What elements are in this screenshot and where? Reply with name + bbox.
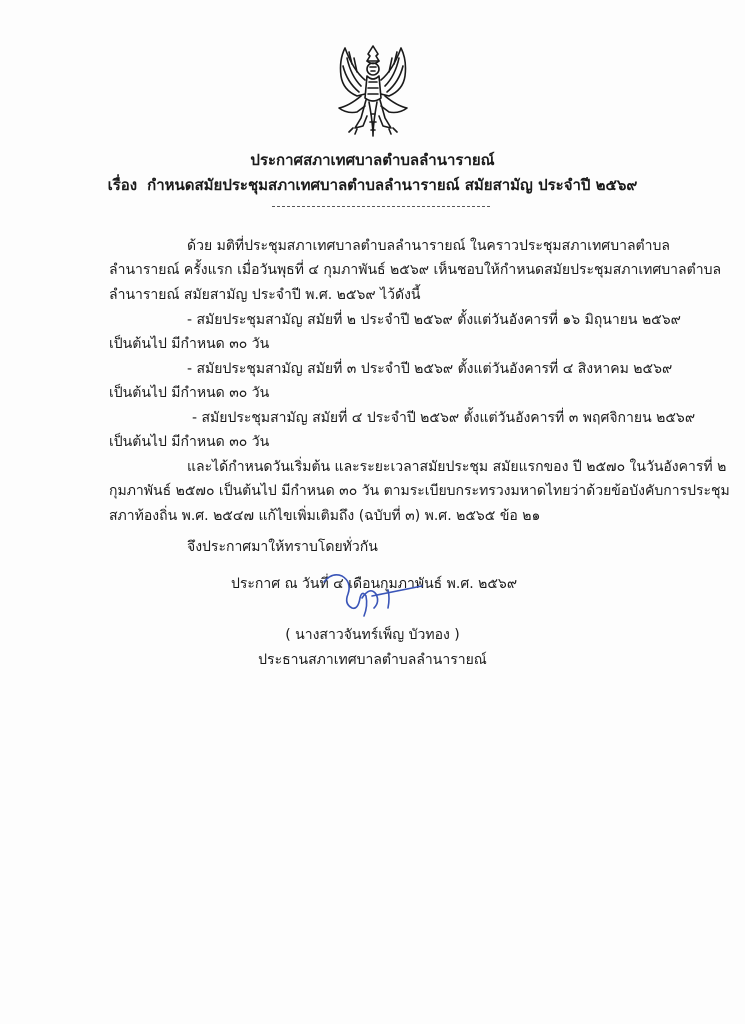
body-line: - สมัยประชุมสามัญ สมัยที่ ๔ ประจำปี ๒๕๖๙ ตั้งแต่วันอังคารที่ ๓ พฤศจิกายน ๒๕๖๙ xyxy=(192,410,696,426)
body-line: เป็นต้นไป มีกำหนด ๓๐ วัน xyxy=(109,385,270,401)
garuda-emblem-icon xyxy=(327,36,419,144)
handwritten-signature xyxy=(318,568,430,620)
announcement-title: ประกาศสภาเทศบาลตำบลลำนารายณ์ xyxy=(250,151,495,169)
subject-text: กำหนดสมัยประชุมสภาเทศบาลตำบลลำนารายณ์ สมัยสามัญ ประจำปี ๒๕๖๙ xyxy=(147,176,638,194)
body-line: - สมัยประชุมสามัญ สมัยที่ ๒ ประจำปี ๒๕๖๙ ตั้งแต่วันอังคารที่ ๑๖ มิถุนายน ๒๕๖๙ xyxy=(187,312,681,328)
signatory-name: ( นางสาวจันทร์เพ็ญ บัวทอง ) xyxy=(285,627,460,643)
closing-line: จึงประกาศมาให้ทราบโดยทั่วกัน xyxy=(187,539,378,555)
body-line: ลำนารายณ์ สมัยสามัญ ประจำปี พ.ศ. ๒๕๖๙ ไว้ดังนี้ xyxy=(109,287,421,303)
body-line: เป็นต้นไป มีกำหนด ๓๐ วัน xyxy=(109,336,270,352)
body-line: สภาท้องถิ่น พ.ศ. ๒๕๔๗ แก้ไขเพิ่มเติมถึง (ฉบับที่ ๓) พ.ศ. ๒๕๖๕ ข้อ ๒๑ xyxy=(109,508,541,524)
body-line: ด้วย มติที่ประชุมสภาเทศบาลตำบลลำนารายณ์ ในคราวประชุมสภาเทศบาลตำบล xyxy=(187,238,670,254)
header-divider xyxy=(272,206,490,207)
announcement-subject xyxy=(0,176,745,194)
body-line: - สมัยประชุมสามัญ สมัยที่ ๓ ประจำปี ๒๕๖๙ ตั้งแต่วันอังคารที่ ๔ สิงหาคม ๒๕๖๙ xyxy=(187,361,673,377)
body-line: และได้กำหนดวันเริ่มต้น และระยะเวลาสมัยประชุม สมัยแรกของ ปี ๒๕๗๐ ในวันอังคารที่ ๒ xyxy=(187,459,727,475)
subject-label: เรื่อง xyxy=(107,176,138,194)
body-line: ลำนารายณ์ ครั้งแรก เมื่อวันพุธที่ ๔ กุมภาพันธ์ ๒๕๖๙ เห็นชอบให้กำหนดสมัยประชุมสภาเทศบาลตำบล xyxy=(109,262,722,278)
date-line: ประกาศ ณ วันที่ ๔ เดือนกุมภาพันธ์ พ.ศ. ๒๕๖๙ xyxy=(231,576,518,592)
signatory-position: ประธานสภาเทศบาลตำบลลำนารายณ์ xyxy=(258,652,487,668)
body-line: เป็นต้นไป มีกำหนด ๓๐ วัน xyxy=(109,434,270,450)
body-line: กุมภาพันธ์ ๒๕๗๐ เป็นต้นไป มีกำหนด ๓๐ วัน ตามระเบียบกระทรวงมหาดไทยว่าด้วยข้อบังคับการประชุม xyxy=(109,483,730,499)
